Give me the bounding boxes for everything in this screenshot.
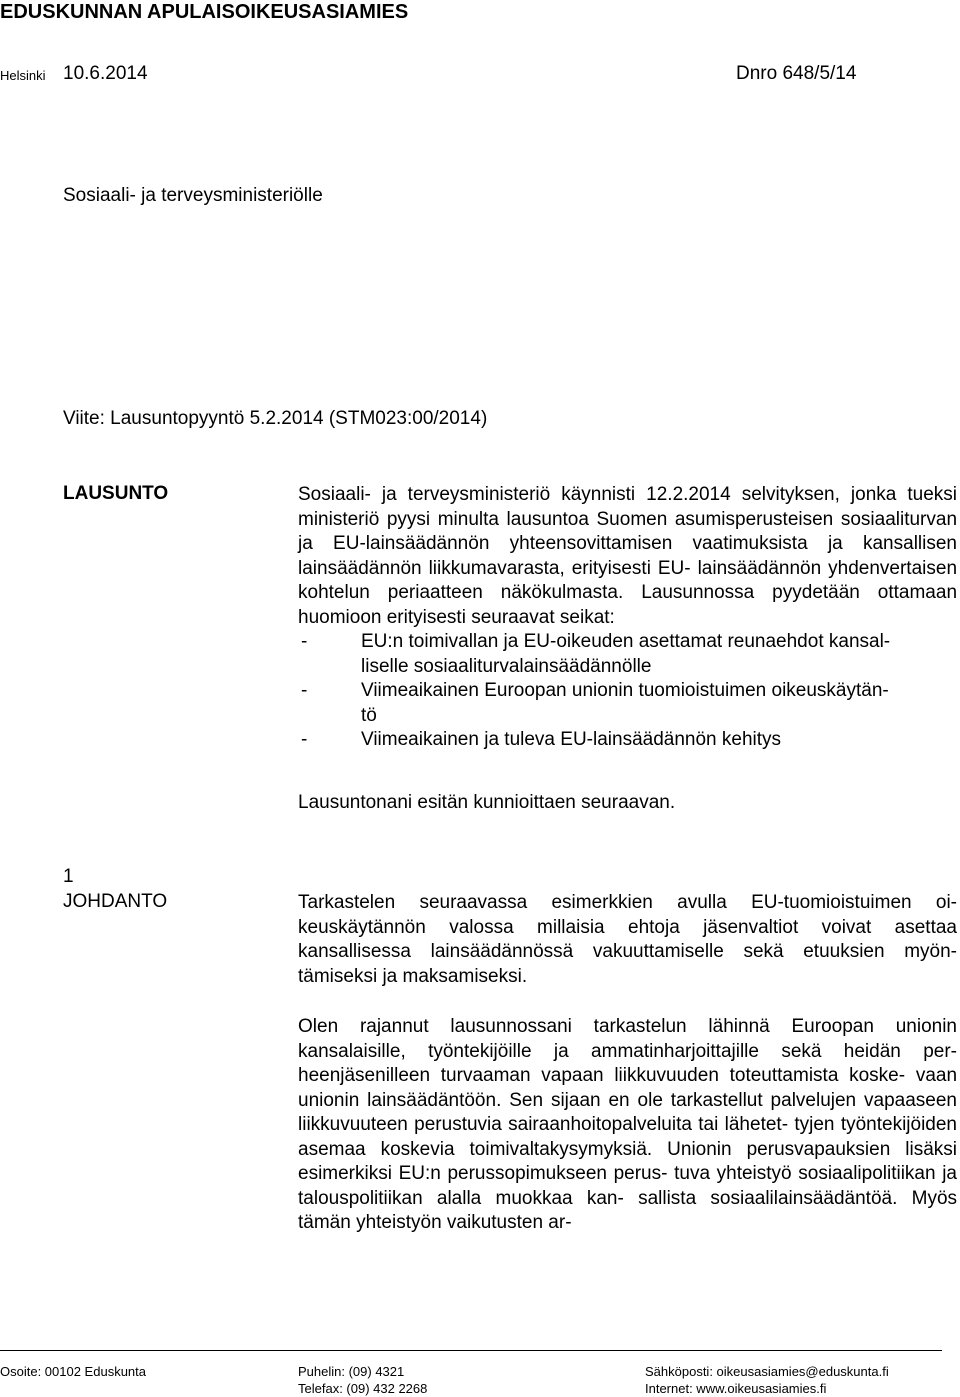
closing-text: Lausuntonani esitän kunnioittaen seuraavan. (298, 792, 676, 813)
text-line: vapaaseen liikkuvuuteen perustuvia sairaanhoitopalveluita tai lähetet- (298, 1089, 957, 1135)
closing-paragraph (298, 791, 957, 816)
text-line: vaan unionin lainsäädäntöön. Sen sijaan en ole tarkastellut palvelujen (298, 1065, 958, 1111)
johdanto-paragraph-1 (298, 891, 957, 989)
recipient: Sosiaali- ja terveysministeriölle (63, 185, 323, 206)
text-line: tyjen työntekijöiden asemaa koskevia toimivaltakysymyksiä. Unionin (298, 1114, 958, 1160)
dash-marker: - (301, 729, 308, 750)
text-line: keuskäytännön valossa millaisia ehtoja jäsenvaltiot voivat asettaa (298, 916, 957, 938)
lausunto-intro (298, 483, 957, 630)
footer-phone: Puhelin: (09) 4321 (298, 1364, 405, 1379)
text-line: tämiseksi ja maksamiseksi. (298, 965, 528, 987)
text-line: Tarkastelen seuraavassa esimerkkien avulla EU-tuomioistuimen oi- (298, 892, 957, 913)
text-line: kansallisessa lainsäädännössä vakuuttamiselle sekä etuuksien myön- (298, 941, 957, 962)
reference-line: Viite: Lausuntopyyntö 5.2.2014 (STM023:00/2014) (63, 408, 488, 429)
text-line: Viimeaikainen Euroopan unionin tuomioistuimen oikeuskäytän- (361, 680, 889, 701)
text-line: Viimeaikainen ja tuleva EU-lainsäädännön kehitys (361, 729, 782, 750)
section-heading: JOHDANTO (63, 891, 168, 912)
footer-email: Sähköposti: oikeusasiamies@eduskunta.fi (645, 1364, 889, 1379)
section-number: 1 (63, 866, 74, 887)
text-line: perusvapauksien lisäksi esimerkiksi EU:n perussopimukseen perus- (298, 1138, 957, 1184)
paragraph (298, 1015, 957, 1236)
lausunto-body (298, 483, 957, 753)
footer-address: Osoite: 00102 Eduskunta (0, 1364, 146, 1379)
text-line: sosiaaliturvan ja EU-lainsäädännön yhteensovittamisen vaatimuksista (298, 508, 958, 554)
footer-divider (0, 1350, 942, 1351)
dash-marker: - (301, 631, 308, 652)
text-line: Olen rajannut lausunnossani tarkastelun lähinnä Euroopan unionin (298, 1016, 957, 1037)
footer-internet: Internet: www.oikeusasiamies.fi (645, 1381, 827, 1396)
text-line: tö (361, 704, 377, 726)
johdanto-paragraph-2 (298, 1015, 957, 1236)
document-date: 10.6.2014 (63, 63, 148, 84)
text-line: Lausunnossa pyydetään ottamaan huomioon erityisesti seuraavat (298, 582, 958, 628)
record-number: Dnro 648/5/14 (736, 63, 857, 84)
text-line: heenjäsenilleen turvaaman vapaan liikkuvuuden toteuttamista koske- (298, 1065, 906, 1086)
text-line: tueksi ministeriö pyysi minulta lausuntoa Suomen asumisperusteisen (298, 484, 957, 530)
dash-marker: - (301, 680, 308, 701)
text-line: sallista sosiaalilainsäädäntöä. Myös tämän yhteistyön vaikutusten ar- (298, 1187, 958, 1233)
paragraph (298, 891, 957, 989)
list-item (298, 630, 957, 679)
text-line: tuva yhteistyö sosiaalipolitiikan ja talouspolitiikan alalla muokkaa kan- (298, 1163, 957, 1209)
text-line: liselle sosiaaliturvalainsäädännölle (361, 655, 652, 677)
organization-name: EDUSKUNNAN APULAISOIKEUSASIAMIES (0, 1, 409, 23)
text-line: kansalaisille, työntekijöille ja ammatinharjoittajille sekä heidän per- (298, 1040, 957, 1062)
footer-fax: Telefax: (09) 432 2268 (298, 1381, 428, 1396)
list-item (298, 728, 957, 753)
city: Helsinki (0, 68, 46, 83)
text-line: EU:n toimivallan ja EU-oikeuden asettamat reunaehdot kansal- (361, 631, 891, 652)
list-item (298, 679, 957, 728)
text-line: Sosiaali- ja terveysministeriö käynnisti 12.2.2014 selvityksen, jonka (298, 484, 897, 505)
text-line: ja kansallisen lainsäädännön liikkumavarasta, erityisesti EU- (298, 533, 957, 579)
lausunto-heading: LAUSUNTO (63, 483, 169, 504)
text-line: lainsäädännön yhdenvertaisen kohtelun periaatteen näkökulmasta. (298, 557, 958, 603)
text-line: seikat: (559, 606, 615, 628)
dash-list (298, 630, 957, 753)
